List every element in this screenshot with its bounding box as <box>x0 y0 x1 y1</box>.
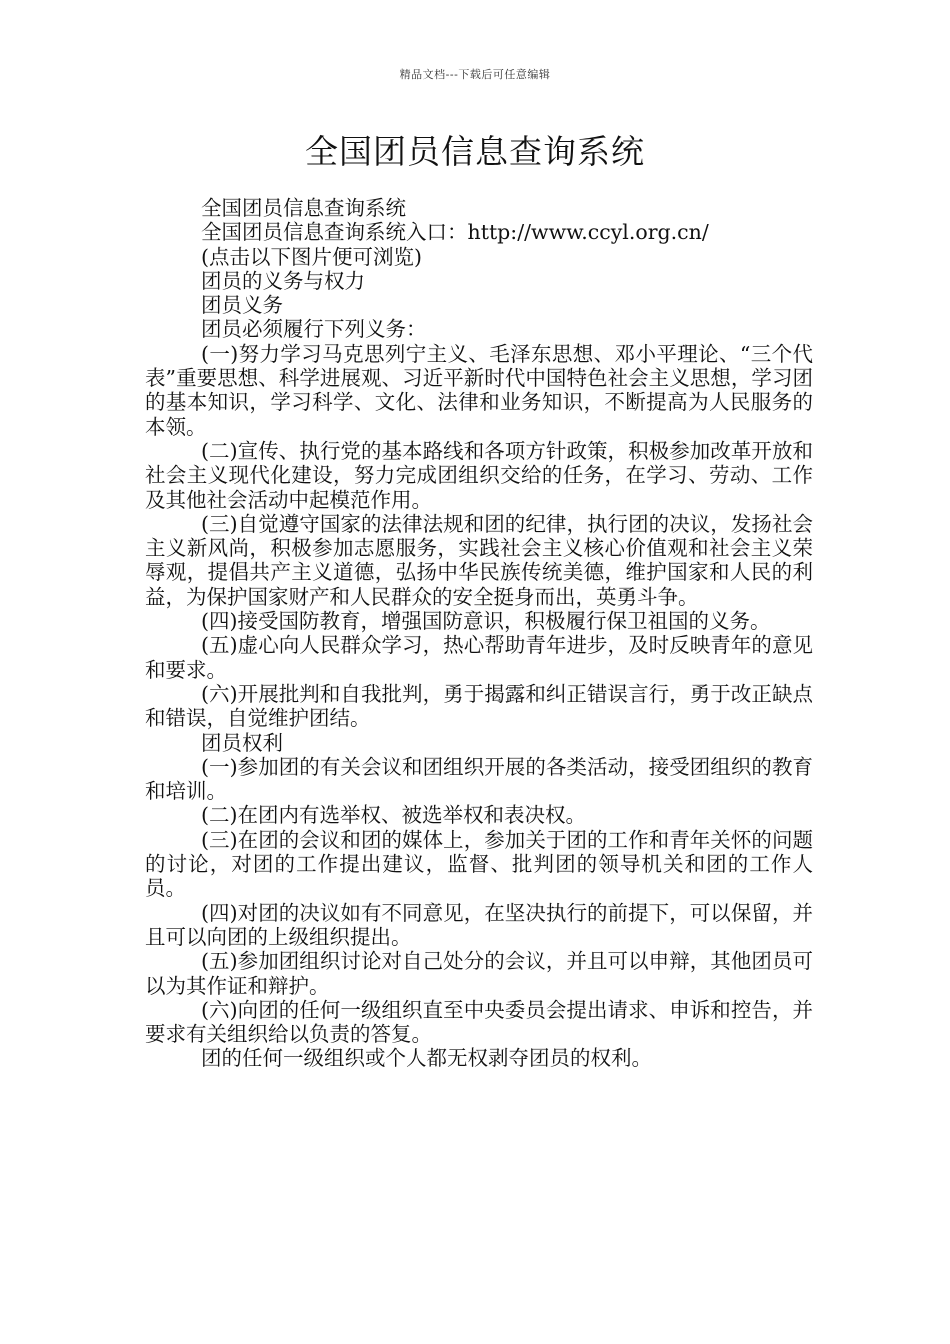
duty-item-1: (一)努力学习马克思列宁主义、毛泽东思想、邓小平理论、“三个代表”重要思想、科学进展观、习近平新时代中国特色社会主义思想，学习团的基本知识，学习科学、文化、法律和业务知识，不断提高为人民服务的本领。 <box>145 341 813 439</box>
paragraph-click-hint: (点击以下图片便可浏览) <box>201 244 422 269</box>
paragraph-duties-lead: 团员必须履行下列义务： <box>201 317 427 342</box>
document-title: 全国团员信息查询系统 <box>305 132 645 171</box>
duty-item-2: (二)宣传、执行党的基本路线和各项方针政策，积极参加改革开放和社会主义现代化建设，努力完成团组织交给的任务，在学习、劳动、工作及其他社会活动中起模范作用。 <box>145 438 813 512</box>
right-item-2: (二)在团内有选举权、被选举权和表决权。 <box>201 803 586 828</box>
document-body <box>145 196 813 1071</box>
duty-item-6: (六)开展批判和自我批判，勇于揭露和纠正错误言行，勇于改正缺点和错误，自觉维护团结。 <box>145 681 813 731</box>
right-item-4: (四)对团的决议如有不同意见，在坚决执行的前提下，可以保留，并且可以向团的上级组织提出。 <box>145 900 813 949</box>
duty-item-4: (四)接受国防教育，增强国防意识，积极履行保卫祖国的义务。 <box>201 609 771 634</box>
duty-item-5: (五)虚心向人民群众学习，热心帮助青年进步，及时反映青年的意见和要求。 <box>145 633 813 682</box>
paragraph-closing: 团的任何一级组织或个人都无权剥夺团员的权利。 <box>201 1046 652 1071</box>
right-item-3: (三)在团的会议和团的媒体上，参加关于团的工作和青年关怀的问题的讨论，对团的工作提出建议，监督、批判团的领导机关和团的工作人员。 <box>145 827 813 901</box>
paragraph-entry-url: 全国团员信息查询系统入口：http://www.ccyl.org.cn/ <box>201 220 709 245</box>
duty-item-3: (三)自觉遵守国家的法律法规和团的纪律，执行团的决议，发扬社会主义新风尚，积极参加志愿服务，实践社会主义核心价值观和社会主义荣辱观，提倡共产主义道德，弘扬中华民族传统美德，维护国家和人民的利益，为保护国家财产和人民群众的安全挺身而出，英勇斗争。 <box>145 511 813 609</box>
right-item-6: (六)向团的任何一级组织直至中央委员会提出请求、申诉和控告，并要求有关组织给以负责的答复。 <box>145 997 813 1047</box>
section-heading-duties-rights: 团员的义务与权力 <box>201 268 365 293</box>
right-item-5: (五)参加团组织讨论对自己处分的会议，并且可以申辩，其他团员可以为其作证和辩护。 <box>145 949 813 998</box>
paragraph-intro-title: 全国团员信息查询系统 <box>201 196 406 220</box>
header-note: 精品文档---下载后可任意编辑 <box>399 68 551 81</box>
right-item-1: (一)参加团的有关会议和团组织开展的各类活动，接受团组织的教育和培训。 <box>145 754 813 804</box>
section-heading-rights: 团员权利 <box>201 730 283 755</box>
section-heading-duties: 团员义务 <box>201 293 283 318</box>
